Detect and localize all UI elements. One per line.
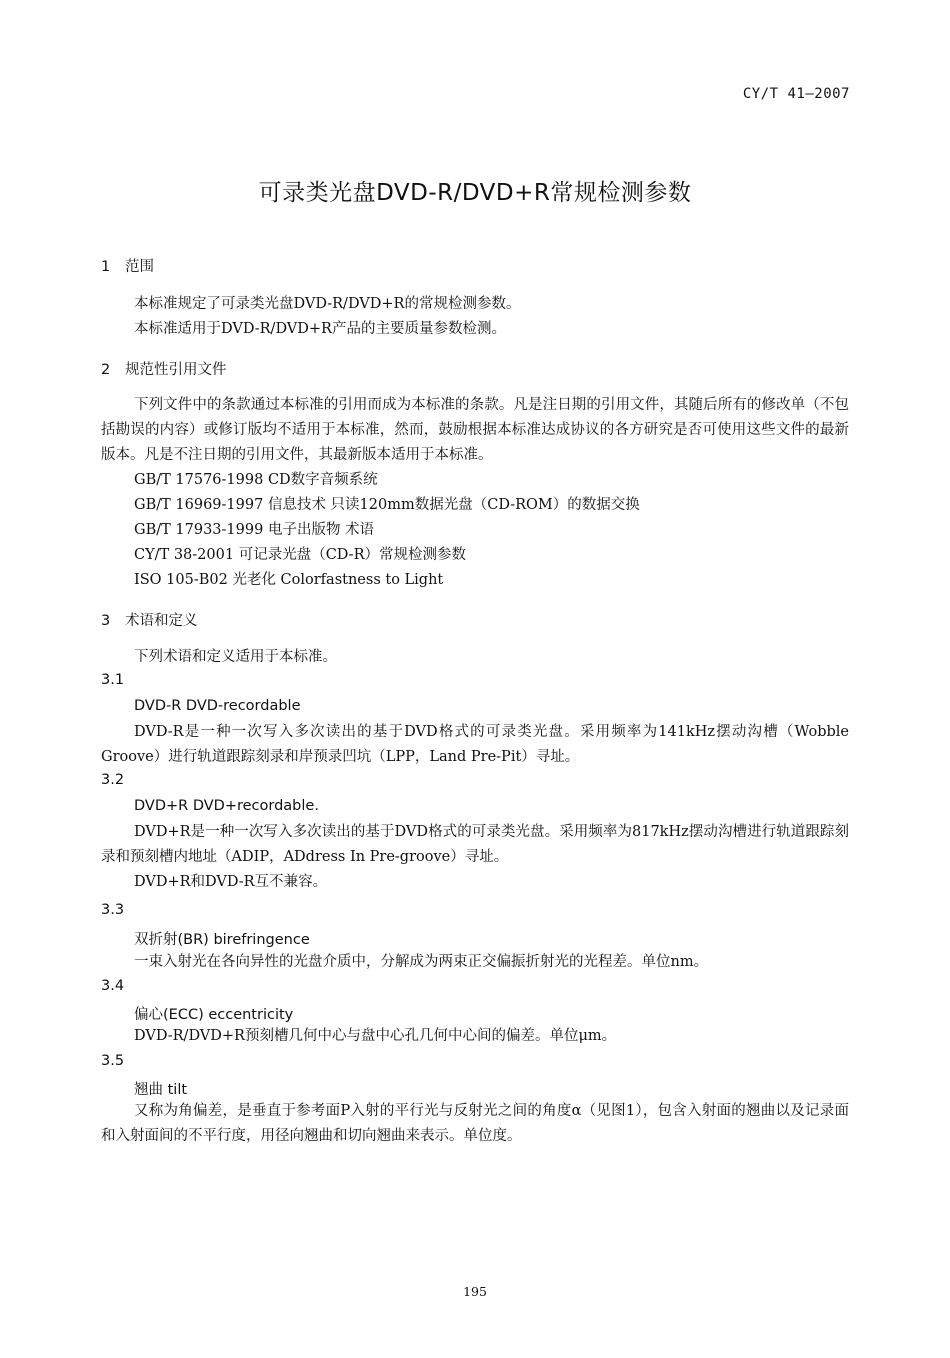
reference-item: GB/T 17576-1998 CD数字音频系统 — [134, 472, 378, 488]
section-heading-normative-references — [101, 358, 227, 379]
page-title: 可录类光盘DVD-R/DVD+R常规检测参数 — [258, 180, 692, 206]
section-title: 规范性引用文件 — [125, 362, 227, 378]
page-number: 195 — [463, 1284, 487, 1299]
term-name: DVD+R DVD+recordable. — [134, 798, 319, 814]
term-note: DVD+R和DVD-R互不兼容。 — [134, 874, 328, 890]
section-number: 2 — [101, 362, 111, 378]
terms-intro: 下列术语和定义适用于本标准。 — [134, 649, 337, 665]
scope-paragraph-2: 本标准适用于DVD-R/DVD+R产品的主要质量参数检测。 — [134, 321, 506, 337]
term-definition: DVD-R是一种一次写入多次读出的基于DVD格式的可录类光盘。采用频率为141kHz摆动沟槽（Wobble Groove）进行轨道跟踪刻录和岸预录凹坑（LPP，Land Pre-Pit）寻址。 — [101, 724, 849, 765]
term-name: 偏心(ECC) eccentricity — [134, 1007, 294, 1023]
reference-item: CY/T 38-2001 可记录光盘（CD-R）常规检测参数 — [134, 547, 466, 563]
term-name: DVD-R DVD-recordable — [134, 698, 301, 714]
section-title: 范围 — [125, 259, 154, 275]
clause-number: 3.2 — [101, 772, 125, 788]
clause-number: 3.3 — [101, 902, 125, 918]
clause-number: 3.4 — [101, 978, 125, 994]
reference-item: ISO 105-B02 光老化 Colorfastness to Light — [134, 572, 444, 588]
section-title: 术语和定义 — [125, 613, 198, 629]
clause-number: 3.1 — [101, 672, 125, 688]
section-number: 1 — [101, 259, 111, 275]
standard-code: CY/T 41—2007 — [742, 86, 850, 102]
clause-number: 3.5 — [101, 1053, 125, 1069]
term-name: 翘曲 tilt — [134, 1082, 188, 1098]
term-definition: DVD-R/DVD+R预刻槽几何中心与盘中心孔几何中心间的偏差。单位μm。 — [134, 1028, 617, 1044]
scope-paragraph-1: 本标准规定了可录类光盘DVD-R/DVD+R的常规检测参数。 — [134, 296, 521, 312]
references-intro: 下列文件中的条款通过本标准的引用而成为本标准的条款。凡是注日期的引用文件，其随后所有的修改单（不包括勘误的内容）或修订版均不适用于本标准，然而，鼓励根据本标准达成协议的各方研究是否可使用这些文件的最新版本。凡是不注日期的引用文件，其最新版本适用于本标准。 — [101, 397, 849, 463]
reference-item: GB/T 17933-1999 电子出版物 术语 — [134, 522, 375, 538]
section-heading-terms-definitions — [101, 609, 198, 630]
reference-item: GB/T 16969-1997 信息技术 只读120mm数据光盘（CD-ROM）的数据交换 — [134, 497, 640, 513]
term-definition: 又称为角偏差，是垂直于参考面P入射的平行光与反射光之间的角度α（见图1），包含入射面的翘曲以及记录面和入射面间的不平行度，用径向翘曲和切向翘曲来表示。单位度。 — [101, 1103, 849, 1144]
term-name: 双折射(BR) birefringence — [134, 932, 310, 948]
section-heading-scope — [101, 255, 154, 276]
term-definition: 一束入射光在各向异性的光盘介质中，分解成为两束正交偏振折射光的光程差。单位nm。 — [134, 954, 709, 970]
term-definition: DVD+R是一种一次写入多次读出的基于DVD格式的可录类光盘。采用频率为817kHz摆动沟槽进行轨道跟踪刻录和预刻槽内地址（ADIP，ADdress In Pre-groove）寻址。 — [101, 824, 849, 865]
section-number: 3 — [101, 613, 111, 629]
